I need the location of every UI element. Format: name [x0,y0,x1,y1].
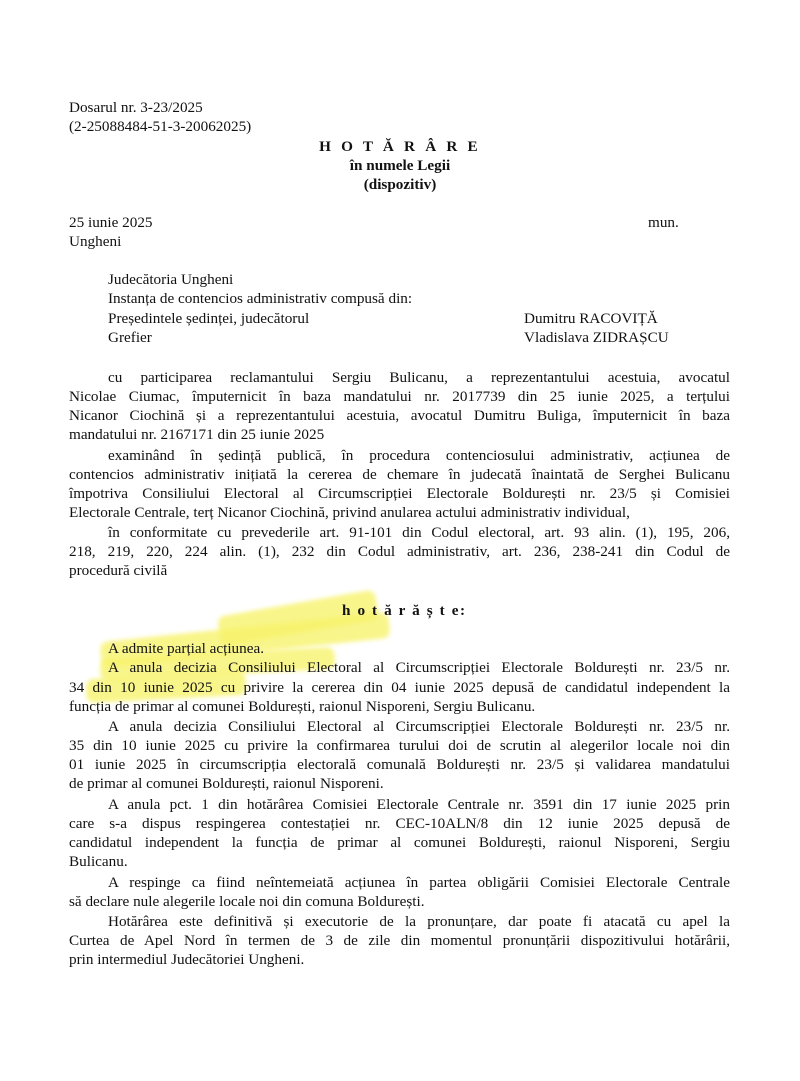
disposition-3-line-1: A anula decizia Consiliului Electoral al Circumscripției Electorale Boldurești nr. 23/5 nr. [108,718,730,735]
legal-basis-line-1: în conformitate cu prevederile art. 91-101 din Codul electoral, art. 93 alin. (1), 195, 206, [108,524,730,541]
disposition-4-line-4: Bulicanu. [69,853,128,870]
disposition-4-line-1: A anula pct. 1 din hotărârea Comisiei Electorale Centrale nr. 3591 din 17 iunie 2025 prin [108,796,730,813]
disposition-2-line-3: funcția de primar al comunei Boldurești, raionul Nisporeni, Sergiu Bulicanu. [69,698,536,715]
disposition-2-line-1: A anula decizia Consiliului Electoral al Circumscripției Electorale Boldurești nr. 23/5 nr. [108,659,730,676]
participation-line-3: Nicanor Ciochină și a reprezentantului acestuia, avocatul Dumitru Buliga, împuternicit în baza [69,407,730,424]
legal-basis-line-3: procedură civilă [69,562,168,579]
examining-line-1: examinând în ședință publică, în procedura contenciosului administrativ, acțiunea de [108,447,730,464]
document-subtitle: în numele Legii [349,157,451,174]
municipality-label: mun. [648,214,679,231]
court-name: Judecătoria Ungheni [108,271,234,288]
president-role: Președintele ședinței, judecătorul [108,310,310,327]
disposition-6-line-1: Hotărârea este definitivă și executorie de la pronunțare, dar poate fi atacată cu apel la [108,913,730,930]
disposition-5-line-1: A respinge ca fiind neîntemeiată acțiunea în partea obligării Comisiei Electorale Centrale [108,874,730,891]
document-title: H O T Ă R Â R E [319,138,481,155]
examining-line-4: Electorale Centrale, terț Nicanor Ciochină, privind anularea actului administrativ individual, [69,504,630,521]
decision-date: 25 iunie 2025 [69,214,153,231]
disposition-4-line-2: care s-a dispus respingerea contestației nr. CEC-10ALN/8 din 12 iunie 2025 depusă de [69,815,730,832]
president-name: Dumitru RACOVIȚĂ [524,310,658,327]
disposition-2-line-2: 34 din 10 iunie 2025 cu privire la cererea din 04 iunie 2025 depusă de candidatul independent la [69,679,730,696]
court-composition: Instanța de contencios administrativ compusă din: [108,290,413,307]
participation-line-4: mandatului nr. 2167171 din 25 iunie 2025 [69,426,325,443]
clerk-role: Grefier [108,329,152,346]
disposition-1: A admite parțial acțiunea. [108,640,265,657]
decides-heading: h o t ă r ă ș t e: [342,602,467,619]
case-code: (2-25088484-51-3-20062025) [69,118,252,135]
case-number: Dosarul nr. 3-23/2025 [69,99,203,116]
document-type: (dispozitiv) [363,176,437,193]
examining-line-2: contencios administrativ inițiată la cererea de chemare în judecată înaintată de Serghei Bulicanu [69,466,730,483]
legal-basis-line-2: 218, 219, 220, 224 alin. (1), 232 din Codul administrativ, art. 236, 238-241 din Codul de [69,543,730,560]
disposition-3-line-3: 01 iunie 2025 în circumscripția electorală comunală Boldurești nr. 23/5 și validarea mandatului [69,756,730,773]
examining-line-3: împotriva Consiliului Electoral al Circumscripției Electorale Boldurești nr. 23/5 și Comisiei [69,485,730,502]
disposition-6-line-3: prin intermediul Judecătoriei Ungheni. [69,951,305,968]
disposition-3-line-2: 35 din 10 iunie 2025 cu privire la confirmarea turului doi de scrutin al alegerilor locale noi din [69,737,730,754]
clerk-name: Vladislava ZIDRAȘCU [524,329,669,346]
disposition-5-line-2: să declare nule alegerile locale noi din comuna Boldurești. [69,893,425,910]
participation-line-2: Nicolae Ciumac, împuternicit în baza mandatului nr. 2017739 din 25 iunie 2025, a terțului [69,388,730,405]
disposition-6-line-2: Curtea de Apel Nord în termen de 3 de zile din momentul pronunțării dispozitivului hotărârii, [69,932,730,949]
disposition-3-line-4: de primar al comunei Boldurești, raionul Nisporeni. [69,775,384,792]
city-name: Ungheni [69,233,122,250]
participation-line-1: cu participarea reclamantului Sergiu Bulicanu, a reprezentantului acestuia, avocatul [108,369,730,386]
disposition-4-line-3: candidatul independent la funcția de primar al comunei Boldurești, raionul Nisporeni, Sergiu [69,834,730,851]
